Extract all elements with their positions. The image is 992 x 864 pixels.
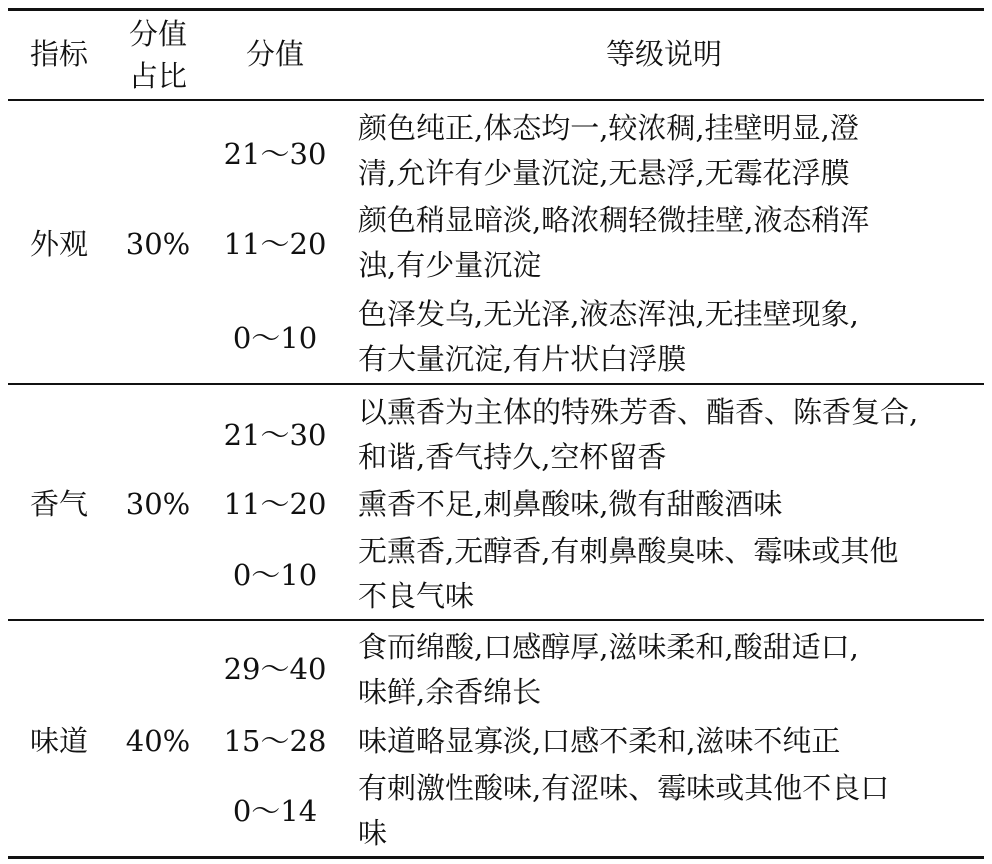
row-description-line: 以熏香为主体的特殊芳香、酯香、陈香复合, (358, 395, 919, 429)
header-weight-line2: 占比 (128, 59, 187, 93)
row-score: 29～40 (223, 652, 327, 686)
group-weight: 40% (125, 724, 191, 758)
header-weight-line1: 分值 (128, 17, 187, 51)
row-score: 21～30 (223, 418, 327, 452)
row-score: 11～20 (223, 487, 327, 521)
row-description-line: 无熏香,无醇香,有刺鼻酸臭味、霉味或其他 (358, 534, 899, 568)
row-description-line: 食而绵酸,口感醇厚,滋味柔和,酸甜适口, (358, 630, 859, 664)
header-score: 分值 (245, 37, 304, 71)
row-description-line: 有刺激性酸味,有涩味、霉味或其他不良口 (358, 771, 890, 805)
scoring-table (8, 0, 984, 864)
group-rule-2 (8, 619, 984, 621)
header-indicator: 指标 (29, 37, 88, 71)
row-score: 0～10 (232, 321, 318, 355)
group-rule-1 (8, 383, 984, 385)
group-weight: 30% (125, 487, 191, 521)
group-indicator: 外观 (29, 227, 88, 261)
group-weight: 30% (125, 227, 191, 261)
row-score: 0～14 (232, 794, 318, 828)
row-description-line: 味 (358, 816, 388, 850)
group-indicator: 味道 (29, 724, 88, 758)
row-score: 21～30 (223, 137, 327, 171)
row-description-line: 颜色稍显暗淡,略浓稠轻微挂壁,液态稍浑 (358, 203, 870, 237)
header-description: 等级说明 (605, 37, 722, 71)
row-score: 11～20 (223, 227, 327, 261)
row-score: 0～10 (232, 558, 318, 592)
row-description-line: 色泽发乌,无光泽,液态浑浊,无挂壁现象, (358, 297, 859, 331)
top-rule (8, 8, 984, 11)
header-rule (8, 99, 984, 101)
row-description-line: 不良气味 (358, 579, 475, 613)
row-description-line: 清,允许有少量沉淀,无悬浮,无霉花浮膜 (358, 156, 850, 190)
group-indicator: 香气 (29, 487, 88, 521)
row-description-line: 和谐,香气持久,空杯留香 (358, 440, 667, 474)
row-score: 15～28 (223, 724, 327, 758)
row-description-line: 味鲜,余香绵长 (358, 675, 542, 709)
row-description-line: 熏香不足,刺鼻酸味,微有甜酸酒味 (358, 487, 783, 521)
row-description-line: 有大量沉淀,有片状白浮膜 (358, 342, 687, 376)
row-description-line: 颜色纯正,体态均一,较浓稠,挂壁明显,澄 (358, 111, 859, 145)
bottom-rule (8, 856, 984, 859)
row-description-line: 味道略显寡淡,口感不柔和,滋味不纯正 (358, 724, 841, 758)
row-description-line: 浊,有少量沉淀 (358, 248, 542, 282)
